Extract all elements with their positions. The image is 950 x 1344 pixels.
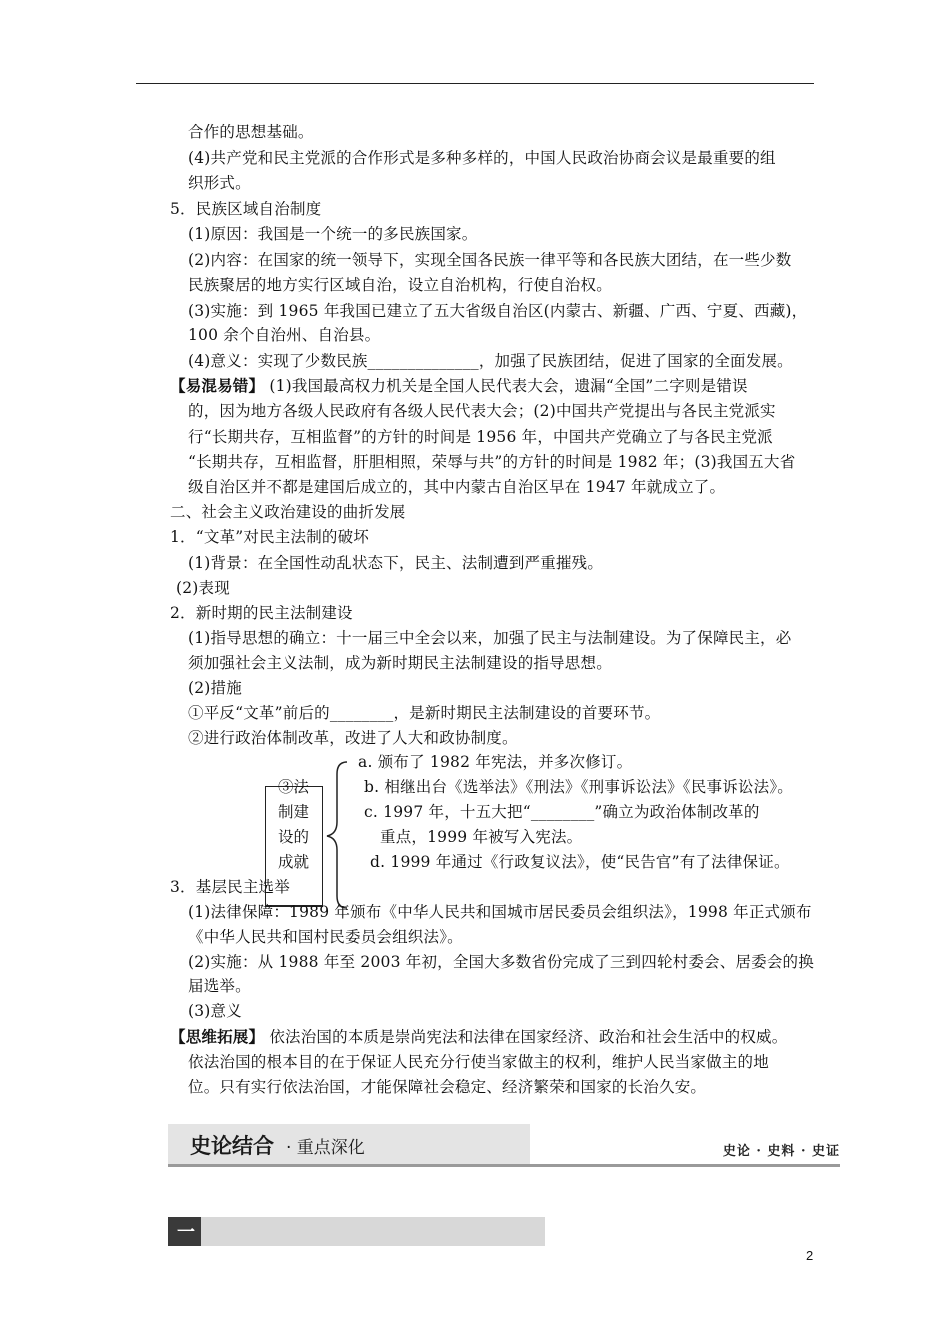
text-line: (3)实施：到 1965 年我国已建立了五大省级自治区(内蒙古、新疆、广西、宁夏、西藏)， [188,302,808,320]
text-line: (1)指导思想的确立：十一届三中全会以来，加强了民主与法制建设。为了保障民主，必 [188,629,792,647]
achievement-c: c. 1997 年，十五大把“________”确立为政治体制改革的 [364,803,760,821]
achievement-a: a. 颁布了 1982 年宪法，并多次修订。 [358,753,633,771]
note-text: 依法治国的本质是崇尚宪法和法律在国家经济、政治和社会生活中的权威。 [264,1028,788,1046]
section-title: 史论结合 [190,1134,274,1158]
curly-brace-icon [323,760,353,910]
achievement-d: d. 1999 年通过《行政复议法》，使“民告官”有了法律保证。 [370,853,790,871]
section-banner [168,1124,840,1168]
achievement-c-cont: 重点，1999 年被写入宪法。 [380,828,583,846]
text-line: ①平反“文革”前后的________，是新时期民主法制建设的首要环节。 [188,704,661,722]
text-line: (4)意义：实现了少数民族______________，加强了民族团结，促进了国家的全面发展。 [188,352,793,370]
note-tag: 【思维拓展】 [170,1027,265,1046]
text-line: ②进行政治体制改革，改进了人大和政协制度。 [188,729,518,747]
section-right-label: 史论 · 史料 · 史证 [722,1144,840,1159]
text-line: (4)共产党和民主党派的合作形式是多种多样的，中国人民政治协商会议是最重要的组 [188,149,776,167]
text-line: (3)意义 [188,1002,242,1020]
heading-cultural-revolution: 1．“文革”对民主法制的破坏 [170,528,370,546]
note-text: (1)我国最高权力机关是全国人民代表大会，遗漏“全国”二字则是错误 [264,377,748,395]
text-line: 民族聚居的地方实行区域自治，设立自治机构，行使自治权。 [188,276,612,294]
box-label: 设的 [278,828,310,846]
text-line: 位。只有实行依法治国，才能保障社会稳定、经济繁荣和国家的长治久安。 [188,1078,707,1096]
number-block [168,1217,201,1246]
text-line: 届选举。 [188,977,251,995]
text-line: 级自治区并不都是建国后成立的，其中内蒙古自治区早在 1947 年就成立了。 [188,478,726,496]
text-line: 100 余个自治州、自治县。 [188,326,381,344]
text-line: (1)背景：在全国性动乱状态下，民主、法制遭到严重摧残。 [188,554,604,572]
heading-grassroots: 3．基层民主选举 [170,878,290,896]
text-line: 行“长期共存，互相监督”的方针的时间是 1956 年，中国共产党确立了与各民主党派 [188,428,773,446]
box-label: 制建 [278,803,310,821]
text-line: (1)法律保障：1989 年颁布《中华人民共和国城市居民委员会组织法》，1998 年正式颁布 [188,903,812,921]
text-line: 合作的思想基础。 [188,123,314,141]
text-line: (2)表现 [176,579,230,597]
text-line: “长期共存，互相监督，肝胆相照，荣辱与共”的方针的时间是 1982 年；(3)我国五大省 [188,453,796,471]
text-line: 须加强社会主义法制，成为新时期民主法制建设的指导思想。 [188,654,612,672]
header-rule [136,83,814,84]
text-line: (2)内容：在国家的统一领导下，实现全国各民族一律平等和各民族大团结，在一些少数 [188,251,792,269]
text-line: (1)原因：我国是一个统一的多民族国家。 [188,225,478,243]
text-line: (2)措施 [188,679,242,697]
text-line: 《中华人民共和国村民委员会组织法》。 [188,928,463,946]
box-label: 成就 [278,853,310,871]
text-line: 的，因为地方各级人民政府有各级人民代表大会；(2)中国共产党提出与各民主党派实 [188,402,776,420]
number-label: 一 [177,1222,195,1243]
heading-new-era-legal: 2．新时期的民主法制建设 [170,604,353,622]
note-thinking-extension [170,1026,787,1048]
page-number: 2 [806,1248,814,1263]
achievement-b: b. 相继出台《选举法》《刑法》《刑事诉讼法》《民事诉讼法》。 [364,778,793,796]
note-tag: 【易混易错】 [170,376,265,395]
heading-section-two: 二、社会主义政治建设的曲折发展 [170,503,406,521]
box-label: ③法 [278,778,310,796]
note-easy-mistake [170,375,748,397]
text-line: (2)实施：从 1988 年至 2003 年初，全国大多数省份完成了三到四轮村委会、居委会的换 [188,953,814,971]
numbered-heading-bar [168,1217,545,1246]
heading-ethnic-autonomy: 5．民族区域自治制度 [170,200,322,218]
section-subtitle: · 重点深化 [286,1138,365,1158]
section-banner-rule [168,1164,840,1167]
text-line: 依法治国的根本目的在于保证人民充分行使当家做主的权利，维护人民当家做主的地 [188,1053,769,1071]
text-line: 织形式。 [188,174,251,192]
